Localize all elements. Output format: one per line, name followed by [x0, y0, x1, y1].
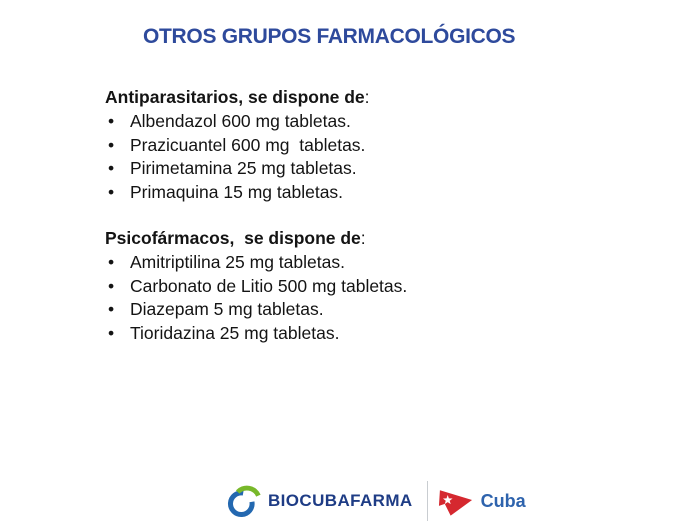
bullet-icon: • [108, 134, 115, 155]
section-heading [105, 227, 605, 251]
section-heading-text: Antiparasitarios, se dispone de [105, 87, 365, 107]
bullet-icon: • [108, 275, 115, 296]
slide-title: OTROS GRUPOS FARMACOLÓGICOS [143, 25, 516, 48]
list-item [105, 110, 605, 134]
footer-logos [226, 481, 526, 521]
footer-divider [427, 481, 428, 521]
list-item-text: Albendazol 600 mg tabletas. [130, 110, 351, 131]
bullet-icon: • [108, 323, 115, 344]
bullet-icon: • [108, 299, 115, 320]
section-heading [105, 86, 605, 110]
section-psicofarmacos [105, 227, 605, 346]
biocubafarma-logo-icon [226, 482, 262, 520]
list-item [105, 322, 605, 346]
list-item [105, 251, 605, 275]
list-item-text: Diazepam 5 mg tabletas. [130, 299, 324, 320]
list-item [105, 181, 605, 205]
list-item [105, 275, 605, 299]
bullet-icon: • [108, 251, 115, 272]
list-item-text: Pirimetamina 25 mg tabletas. [130, 158, 357, 179]
section-heading-text: Psicofármacos, se dispone de [105, 227, 361, 248]
bullet-icon: • [108, 182, 115, 203]
list-item-text: Amitriptilina 25 mg tabletas. [130, 251, 345, 272]
section-heading-colon: : [364, 87, 370, 107]
cuba-flag-icon [437, 486, 474, 516]
list-item [105, 298, 605, 322]
section-antiparasitarios [105, 86, 605, 205]
list-item-text: Tioridazina 25 mg tabletas. [130, 323, 340, 344]
list-item [105, 157, 605, 181]
list-item-text: Carbonato de Litio 500 mg tabletas. [130, 275, 408, 296]
bullet-icon: • [108, 158, 115, 179]
bullet-icon: • [108, 110, 115, 131]
cuba-wordmark: Cuba [480, 490, 526, 511]
biocubafarma-wordmark: BIOCUBAFARMA [268, 491, 413, 510]
list-item [105, 134, 605, 158]
list-item-text: Primaquina 15 mg tabletas. [130, 182, 344, 203]
list-item-text: Prazicuantel 600 mg tabletas. [130, 134, 366, 155]
slide-body [105, 86, 605, 346]
section-heading-colon: : [360, 227, 366, 248]
